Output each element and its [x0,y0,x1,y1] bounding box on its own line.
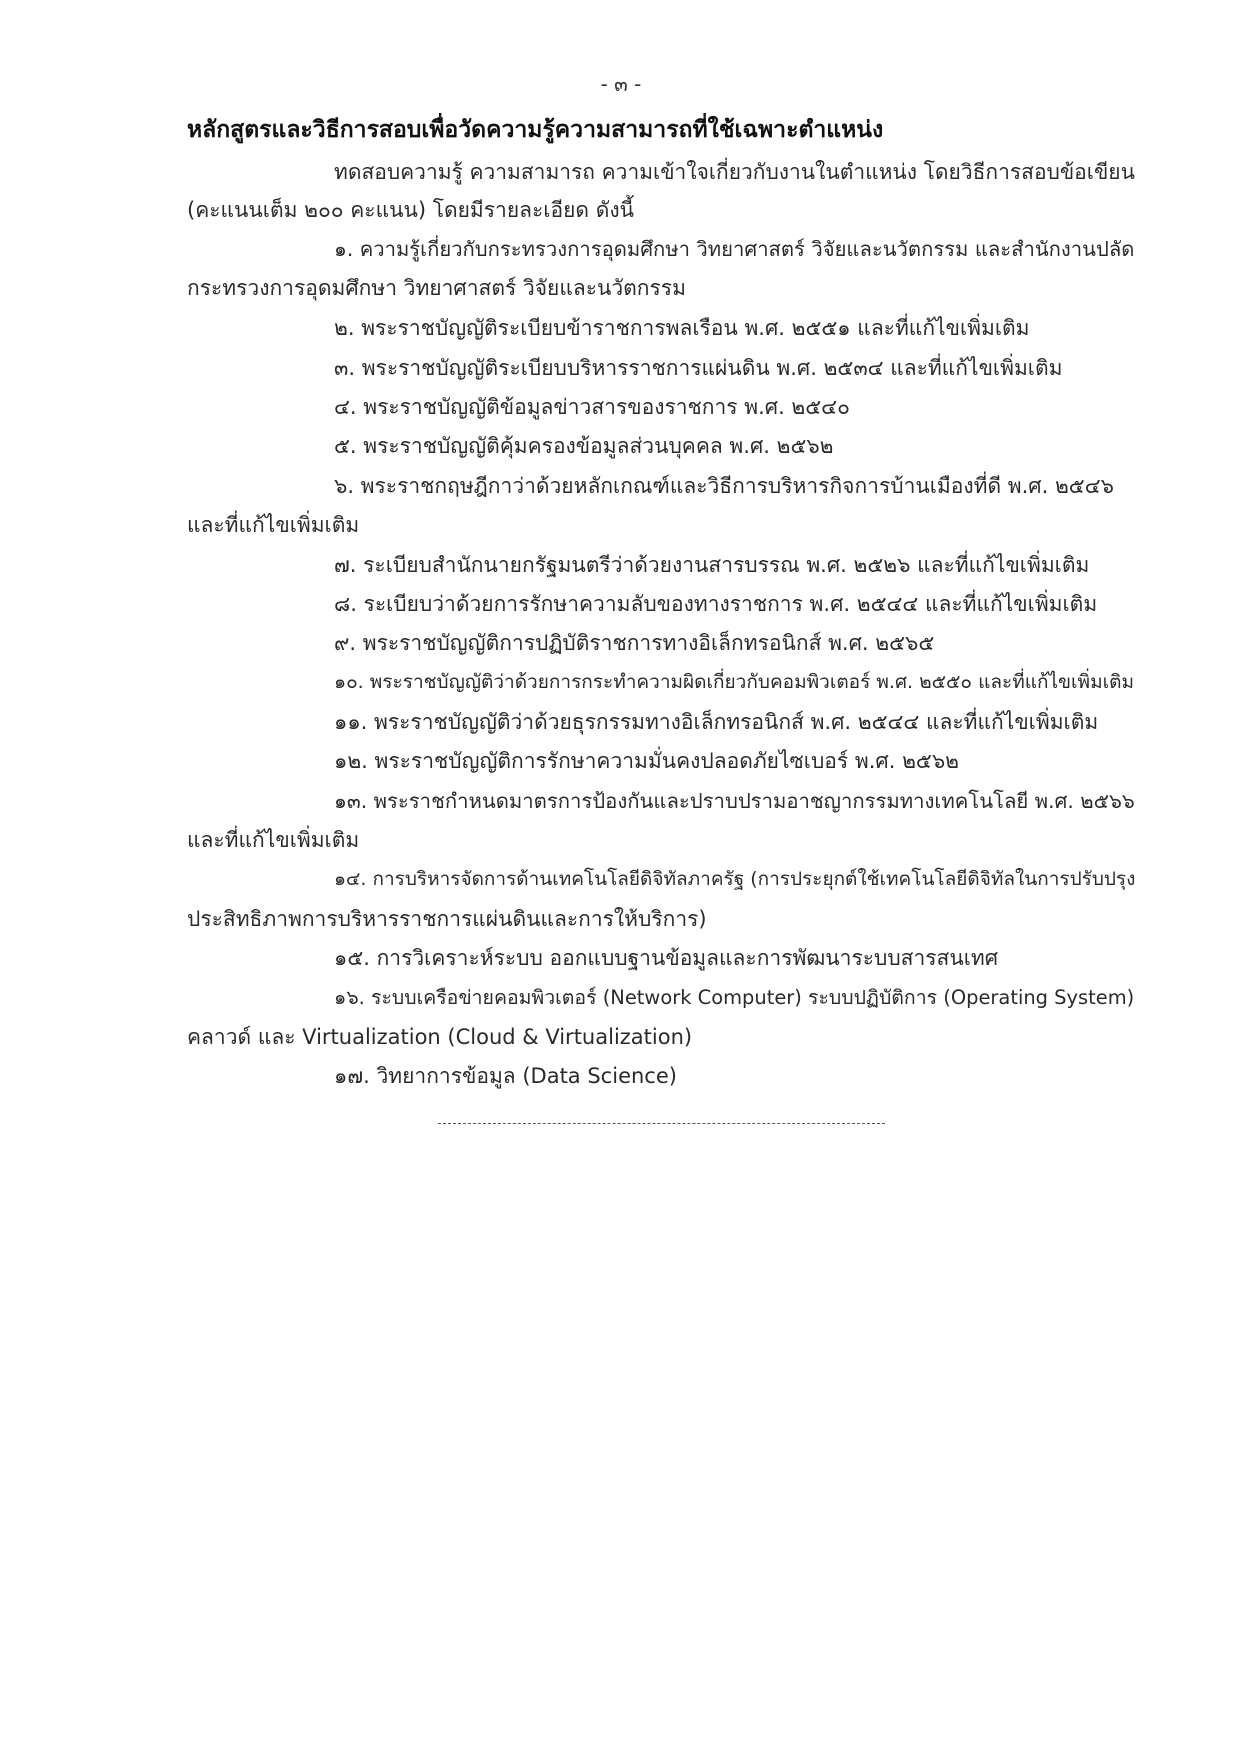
list-item-6-continued: และที่แก้ไขเพิ่มเติม [187,513,360,537]
list-item-9: ๙. พระราชบัญญัติการปฏิบัติราชการทางอิเล็กทรอนิกส์ พ.ศ. ๒๕๖๕ [334,631,935,655]
list-item-6: ๖. พระราชกฤษฎีกาว่าด้วยหลักเกณฑ์และวิธีการบริหารกิจการบ้านเมืองที่ดี พ.ศ. ๒๕๔๖ [334,474,1114,498]
list-item-3: ๓. พระราชบัญญัติระเบียบบริหารราชการแผ่นดิน พ.ศ. ๒๕๓๔ และที่แก้ไขเพิ่มเติม [334,356,1063,380]
list-item-4: ๔. พระราชบัญญัติข้อมูลข่าวสารของราชการ พ.ศ. ๒๕๔๐ [334,395,850,419]
intro-line-1: ทดสอบความรู้ ความสามารถ ความเข้าใจเกี่ยวกับงานในตำแหน่ง โดยวิธีการสอบข้อเขียน [334,160,1135,184]
list-item-10: ๑๐. พระราชบัญญัติว่าด้วยการกระทำความผิดเกี่ยวกับคอมพิวเตอร์ พ.ศ. ๒๕๕๐ และที่แก้ไขเพิ่มเติม [334,671,1135,693]
list-item-15: ๑๕. การวิเคราะห์ระบบ ออกแบบฐานข้อมูลและการพัฒนาระบบสารสนเทศ [334,946,999,970]
list-item-5: ๕. พระราชบัญญัติคุ้มครองข้อมูลส่วนบุคคล พ.ศ. ๒๕๖๒ [334,434,834,458]
list-item-8: ๘. ระเบียบว่าด้วยการรักษาความลับของทางราชการ พ.ศ. ๒๕๔๔ และที่แก้ไขเพิ่มเติม [334,592,1098,616]
list-item-13-continued: และที่แก้ไขเพิ่มเติม [187,828,360,852]
list-item-16-continued: คลาวด์ และ Virtualization (Cloud & Virtualization) [187,1025,693,1049]
list-item-16: ๑๖. ระบบเครือข่ายคอมพิวเตอร์ (Network Computer) ระบบปฏิบัติการ (Operating System) [334,986,1135,1009]
list-item-1: ๑. ความรู้เกี่ยวกับกระทรวงการอุดมศึกษา วิทยาศาสตร์ วิจัยและนวัตกรรม และสำนักงานปลัด [334,237,1135,261]
list-item-1-continued: กระทรวงการอุดมศึกษา วิทยาศาสตร์ วิจัยและนวัตกรรม [187,276,686,300]
list-item-17: ๑๗. วิทยาการข้อมูล (Data Science) [334,1064,677,1088]
list-item-13: ๑๓. พระราชกำหนดมาตรการป้องกันและปราบปรามอาชญากรรมทางเทคโนโลยี พ.ศ. ๒๕๖๖ [334,789,1135,813]
list-item-2: ๒. พระราชบัญญัติระเบียบข้าราชการพลเรือน พ.ศ. ๒๕๕๑ และที่แก้ไขเพิ่มเติม [334,316,1030,340]
intro-line-2: (คะแนนเต็ม ๒๐๐ คะแนน) โดยมีรายละเอียด ดังนี้ [187,198,634,222]
list-item-14-continued: ประสิทธิภาพการบริหารราชการแผ่นดินและการให้บริการ) [187,907,707,931]
list-item-7: ๗. ระเบียบสำนักนายกรัฐมนตรีว่าด้วยงานสารบรรณ พ.ศ. ๒๕๒๖ และที่แก้ไขเพิ่มเติม [334,553,1090,577]
list-item-14: ๑๔. การบริหารจัดการด้านเทคโนโลยีดิจิทัลภาครัฐ (การประยุกต์ใช้เทคโนโลยีดิจิทัลในการปรับปรุง [334,868,1136,890]
list-item-12: ๑๒. พระราชบัญญัติการรักษาความมั่นคงปลอดภัยไซเบอร์ พ.ศ. ๒๕๖๒ [334,749,959,773]
section-heading: หลักสูตรและวิธีการสอบเพื่อวัดความรู้ความสามารถที่ใช้เฉพาะตำแหน่ง [187,117,884,143]
page-number: - ๓ - [600,72,642,96]
list-item-11: ๑๑. พระราชบัญญัติว่าด้วยธุรกรรมทางอิเล็กทรอนิกส์ พ.ศ. ๒๕๔๔ และที่แก้ไขเพิ่มเติม [334,710,1099,734]
end-divider [438,1123,885,1124]
